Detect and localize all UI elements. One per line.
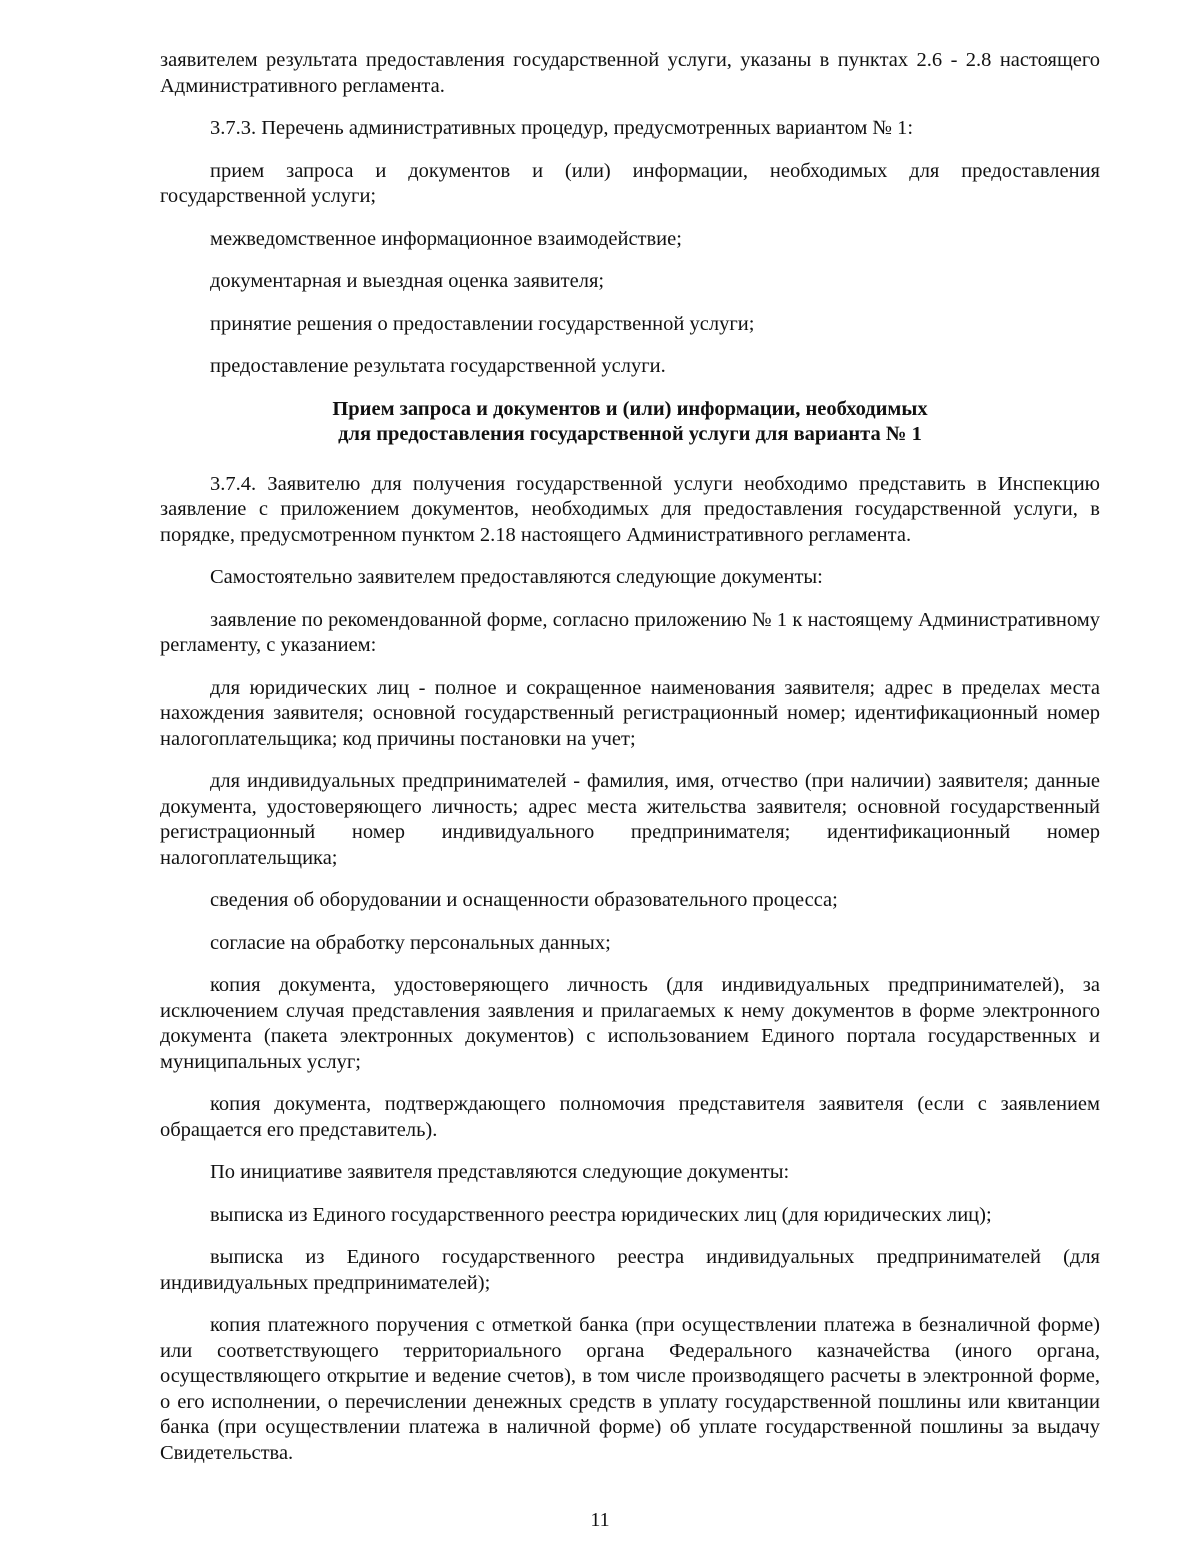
list-item-procedure-decision: принятие решения о предоставлении государственной услуги; bbox=[210, 312, 755, 335]
list-item-equipment-info: сведения об оборудовании и оснащенности образовательного процесса; bbox=[210, 889, 838, 911]
paragraph-3-7-4: 3.7.4. Заявителю для получения государственной услуги необходимо представить в Инспекцию заявление с приложением документов, необходимых для предоставления государственной услуги, в порядке, предусмотренном пунктом 2.18 настоящего Административного регламента. bbox=[160, 472, 1100, 546]
paragraph-initiative-docs: По инициативе заявителя представляются следующие документы: bbox=[210, 1161, 790, 1183]
document-page bbox=[160, 48, 1100, 1483]
list-item-procedure-interagency: межведомственное информационное взаимодействие; bbox=[210, 227, 682, 250]
list-item-application-form: заявление по рекомендованной форме, согласно приложению № 1 к настоящему Административному регламенту, с указанием: bbox=[160, 608, 1100, 656]
list-item-identity-copy: копия документа, удостоверяющего личность (для индивидуальных предпринимателей), за исключением случая представления заявления и прилагаемых к нему документов в форме электронного документа (пакета электронных документов) с использованием Единого портала государственных и муниципальных услуг; bbox=[160, 974, 1100, 1073]
paragraph-continuation: заявителем результата предоставления государственной услуги, указаны в пунктах 2.6 - 2.8 настоящего Административного регламента. bbox=[160, 49, 1100, 97]
list-item-payment-copy: копия платежного поручения с отметкой банка (при осуществлении платежа в безналичной форме) или соответствующего территориального органа Федерального казначейства (иного органа, осуществляющего открытие и ведение счетов), в том числе производящего расчеты в электронной форме, о его исполнении, о перечислении денежных средств в уплату государственной пошлины или квитанции банка (при осуществлении платежа в наличной форме) об уплате государственной пошлины за выдачу Свидетельства. bbox=[160, 1314, 1100, 1464]
section-heading-line-1: Прием запроса и документов и (или) информации, необходимых bbox=[332, 397, 928, 420]
list-item-authority-copy: копия документа, подтверждающего полномочия представителя заявителя (если с заявлением обращается его представитель). bbox=[160, 1093, 1100, 1141]
list-item-procedure-intake: прием запроса и документов и (или) информации, необходимых для предоставления государственной услуги; bbox=[160, 159, 1100, 207]
section-heading-line-2: для предоставления государственной услуги для варианта № 1 bbox=[338, 423, 922, 445]
list-item-data-consent: согласие на обработку персональных данных; bbox=[210, 931, 611, 954]
list-item-egrul-extract: выписка из Единого государственного реестра юридических лиц (для юридических лиц); bbox=[210, 1203, 992, 1226]
paragraph-self-provided-docs: Самостоятельно заявителем предоставляются следующие документы: bbox=[210, 566, 823, 588]
paragraph-3-7-3: 3.7.3. Перечень административных процедур, предусмотренных вариантом № 1: bbox=[210, 117, 914, 139]
list-item-egrip-extract: выписка из Единого государственного реестра индивидуальных предпринимателей (для индивидуальных предпринимателей); bbox=[160, 1246, 1100, 1294]
list-item-entrepreneurs: для индивидуальных предпринимателей - фамилия, имя, отчество (при наличии) заявителя; данные документа, удостоверяющего личность; адрес места жительства заявителя; основной государственный регистрационный номер индивидуального предпринимателя; идентификационный номер налогоплательщика; bbox=[160, 770, 1100, 869]
page-number: 11 bbox=[590, 1509, 610, 1531]
list-item-legal-entities: для юридических лиц - полное и сокращенное наименования заявителя; адрес в пределах места нахождения заявителя; основной государственный регистрационный номер; идентификационный номер налогоплательщика; код причины постановки на учет; bbox=[160, 676, 1100, 750]
section-heading bbox=[160, 397, 1100, 448]
list-item-procedure-result: предоставление результата государственной услуги. bbox=[210, 355, 666, 377]
list-item-procedure-assessment: документарная и выездная оценка заявителя; bbox=[210, 270, 605, 292]
